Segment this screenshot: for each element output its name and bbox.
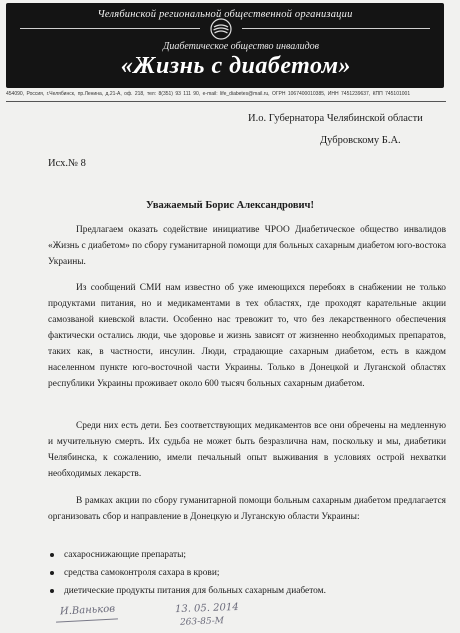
handwritten-date: 13. 05. 2014 [174, 601, 239, 616]
letterhead-divider [6, 101, 446, 102]
paragraph-3 [48, 418, 446, 482]
bullet-icon [50, 571, 54, 575]
salutation: Уважаемый Борис Александрович! [146, 200, 314, 211]
bullet-icon [50, 589, 54, 593]
bullet-icon [50, 553, 54, 557]
paragraph-1 [48, 222, 446, 270]
list-item [48, 546, 446, 564]
list-item-text: средства самоконтроля сахара в крови; [64, 568, 220, 578]
paragraph-4 [48, 493, 446, 525]
list-item [48, 564, 446, 582]
aid-items-list [48, 546, 446, 600]
handwritten-signature: И.Ваньков [59, 603, 116, 618]
outgoing-number: Исх.№ 8 [48, 158, 86, 169]
organization-name: Челябинской региональной общественной организации [97, 9, 353, 20]
letterhead-rule-right [242, 28, 430, 29]
paragraph-3-text: Среди них есть дети. Без соответствующих медикаментов все они обречены на медленную и мучительную смерть. Их судьба не может быть безразлична нам, поскольку и мы, диабетики Челябинска, к сожалению, имели печальный опыт выживания в условиях острой нехватки необходимых лекарств. [48, 421, 446, 479]
letterhead-rule-left [20, 28, 200, 29]
recipient-title: И.о. Губернатора Челябинской области [248, 113, 423, 124]
paragraph-4-text: В рамках акции по сбору гуманитарной помощи больным сахарным диабетом предлагается организовать сбор и направление в Донецкую и Луганскую области Украины: [48, 496, 446, 522]
paragraph-2 [48, 280, 446, 392]
contact-details: 454090, Россия, г.Челябинск, пр.Ленина, д.21-А, оф. 218, тел: 8(351) 93 111 90, e-mail: life_diabetes@mail.ru, ОГРН 1067400010385, ИНН 7451239637, КПП 745101001 [6, 91, 411, 97]
list-item [48, 582, 446, 600]
paragraph-2-text: Из сообщений СМИ нам известно об уже имеющихся перебоях в снабжении не только продуктами питания, но и медикаментами в тех областях, где проходят карательные акции самозваной киевской власти. Особенно нас тревожит то, что без лекарственного обеспечения фактически остались люди, чье здоровье и жизнь зависят от жизненно необходимых препаратов, таких как, в частности, инсулин. Люди, страдающие сахарным диабетом, есть в каждом населенном пункте юго-восточной части Украины. Только в Донецкой и Луганской областях республики Украины проживает около 600 тысяч больных сахарным диабетом. [48, 283, 446, 389]
letterhead-banner [6, 3, 444, 88]
organization-subtitle: Диабетическое общество инвалидов [162, 41, 320, 52]
organization-logo-icon [210, 18, 232, 40]
handwritten-underline [56, 618, 118, 622]
handwritten-registration-number: 263-85-М [179, 616, 225, 628]
organization-title: «Жизнь с диабетом» [120, 53, 352, 79]
paragraph-1-text: Предлагаем оказать содействие инициативе ЧРОО Диабетическое общество инвалидов «Жизнь с диабетом» по сбору гуманитарной помощи для больных сахарным диабетом юго-востока Украины. [48, 225, 446, 267]
recipient-name: Дубровскому Б.А. [320, 135, 401, 146]
list-item-text: диетические продукты питания для больных сахарным диабетом. [64, 586, 326, 596]
list-item-text: сахароснижающие препараты; [64, 550, 186, 560]
